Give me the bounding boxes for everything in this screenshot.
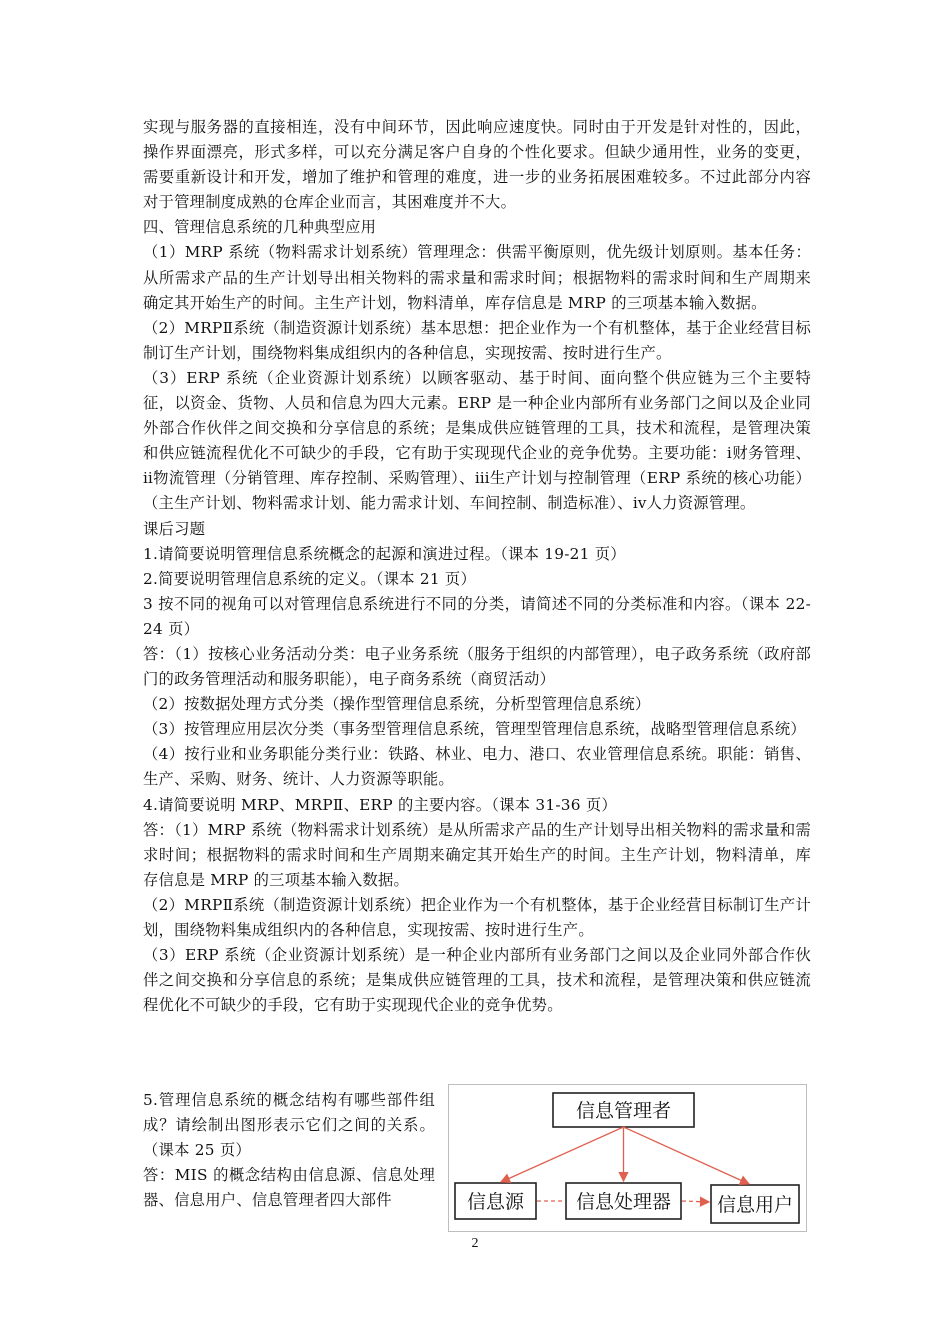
arrow-to-user: [624, 1127, 750, 1184]
paragraph: （2）MRPⅡ系统（制造资源计划系统）基本思想：把企业作为一个有机整体，基于企业经营目标制订生产计划，围绕物料集成组织内的各种信息，实现按需、按时进行生产。: [143, 318, 811, 362]
question-5-text: [143, 1088, 435, 1213]
source-label: 信息源: [466, 1191, 525, 1213]
question: 3 按不同的视角可以对管理信息系统进行不同的分类，请简述不同的分类标准和内容。（课本 22-24 页）: [143, 594, 811, 638]
answer: （2）MRPⅡ系统（制造资源计划系统）把企业作为一个有机整体，基于企业经营目标制订生产计划，围绕物料集成组织内的各种信息，实现按需、按时进行生产。: [143, 895, 811, 939]
mis-concept-diagram: [448, 1084, 807, 1232]
section-heading: 课后习题: [143, 519, 206, 538]
paragraph: （3）ERP 系统（企业资源计划系统）以顾客驱动、基于时间、面向整个供应链为三个主要特征，以资金、货物、人员和信息为四大元素。ERP 是一种企业内部所有业务部门之间以及企业同外部合作伙伴之间交换和分享信息的系统；是集成供应链管理的工具，技术和流程，是管理决策和供应链流程优化不可缺少的手段，它有助于实现现代企业的竞争优势。主要功能：ⅰ财务管理、ⅱ物流管理（分销管理、库存控制、采购管理）、ⅲ生产计划与控制管理（ERP 系统的核心功能）（主生产计划、物料需求计划、能力需求计划、车间控制、制造标准）、ⅳ人力资源管理。: [143, 368, 811, 513]
answer: （4）按行业和业务职能分类行业：铁路、林业、电力、港口、农业管理信息系统。职能：销售、生产、采购、财务、统计、人力资源等职能。: [143, 745, 811, 789]
user-label: 信息用户: [716, 1194, 794, 1216]
page-number: 2: [471, 1236, 479, 1251]
paragraph: 实现与服务器的直接相连，没有中间环节，因此响应速度快。同时由于开发是针对性的，因此，操作界面漂亮，形式多样，可以充分满足客户自身的个性化要求。但缺少通用性，业务的变更，需要重新设计和开发，增加了维护和管理的难度，进一步的业务拓展困难较多。不过此部分内容对于管理制度成熟的仓库企业而言，其困难度并不大。: [143, 118, 811, 212]
question: 2.简要说明管理信息系统的定义。（课本 21 页）: [143, 569, 477, 588]
answer: 答：（1）按核心业务活动分类：电子业务系统（服务于组织的内部管理），电子政务系统（政府部门的政务管理活动和服务职能），电子商务系统（商贸活动）: [143, 644, 811, 689]
question: 1.请简要说明管理信息系统概念的起源和演进过程。（课本 19-21 页）: [143, 544, 626, 563]
section-heading: 四、管理信息系统的几种典型应用: [143, 218, 377, 237]
answer: （3）按管理应用层次分类（事务型管理信息系统，管理型管理信息系统，战略型管理信息系统）: [143, 720, 806, 739]
question: 5.管理信息系统的概念结构有哪些部件组成？请绘制出图形表示它们之间的关系。（课本 25 页）: [143, 1091, 435, 1160]
question-5-block: [143, 1088, 811, 1238]
answer: （2）按数据处理方式分类（操作型管理信息系统，分析型管理信息系统）: [143, 695, 651, 714]
question: 4.请简要说明 MRP、MRPⅡ、ERP 的主要内容。（课本 31-36 页）: [143, 795, 617, 814]
processor-label: 信息处理器: [575, 1191, 672, 1213]
answer: 答：MIS 的概念结构由信息源、信息处理器、信息用户、信息管理者四大部件: [143, 1166, 435, 1210]
link-processor-user: [682, 1201, 709, 1202]
document-body: [143, 115, 811, 1018]
diagram-canvas: [449, 1085, 806, 1231]
paragraph: （1）MRP 系统（物料需求计划系统）管理理念：供需平衡原则，优先级计划原则。基本任务：从所需求产品的生产计划导出相关物料的需求量和需求时间；根据物料的需求时间和生产周期来确定其开始生产的时间。主生产计划，物料清单，库存信息是 MRP 的三项基本输入数据。: [143, 243, 811, 312]
manager-label: 信息管理者: [575, 1100, 672, 1122]
answer: 答：（1）MRP 系统（物料需求计划系统）是从所需求产品的生产计划导出相关物料的需求量和需求时间；根据物料的需求时间和生产周期来确定其开始生产的时间。主生产计划，物料清单，库存信息是 MRP 的三项基本输入数据。: [143, 820, 811, 889]
answer: （3）ERP 系统（企业资源计划系统）是一种企业内部所有业务部门之间以及企业同外部合作伙伴之间交换和分享信息的系统；是集成供应链管理的工具，技术和流程，是管理决策和供应链流程优化不可缺少的手段，它有助于实现现代企业的竞争优势。: [143, 946, 811, 1015]
arrow-to-source: [501, 1127, 624, 1182]
